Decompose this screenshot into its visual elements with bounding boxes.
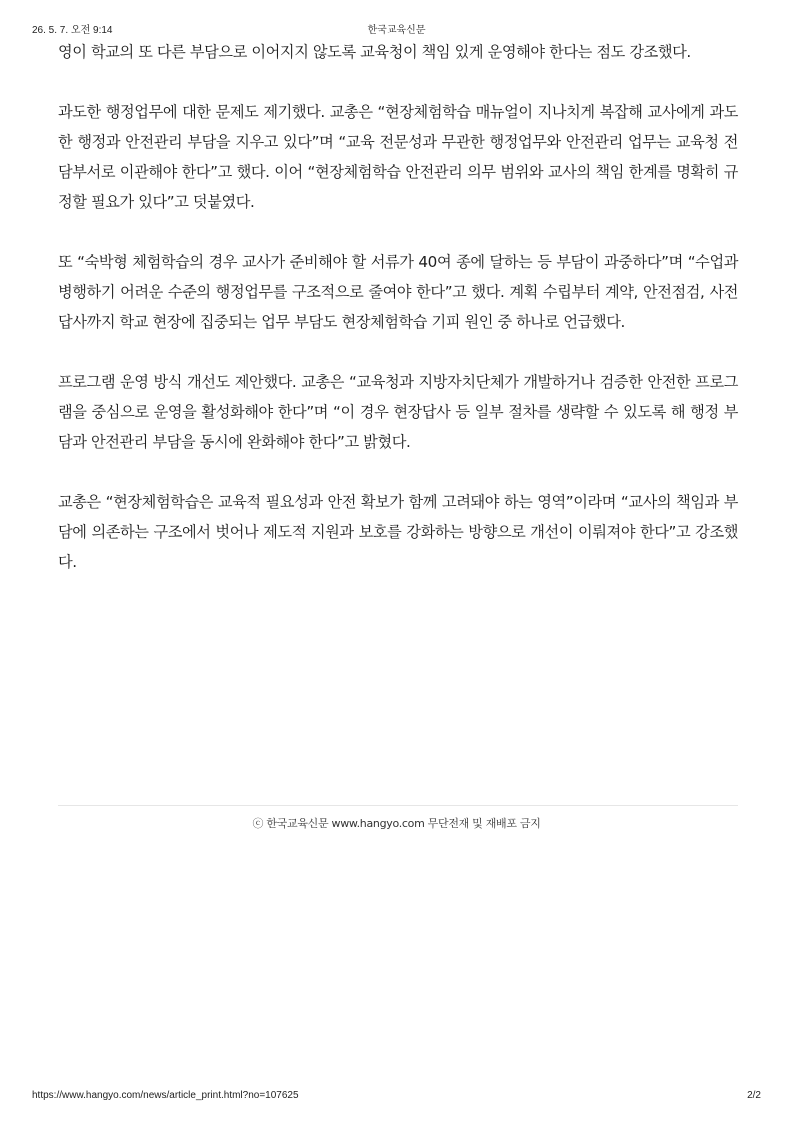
print-site-title: 한국교육신문	[367, 25, 426, 36]
print-url[interactable]: https://www.hangyo.com/news/article_print.html?no=107625	[32, 1090, 299, 1101]
article-paragraph: 과도한 행정업무에 대한 문제도 제기했다. 교총은 “현장체험학습 매뉴얼이 지나치게 복잡해 교사에게 과도한 행정과 안전관리 부담을 지우고 있다”며 “교육 전문성과 무관한 행정업무와 안전관리 업무는 교육청 전담부서로 이관해야 한다”고 했다. 이어 “현장체험학습 안전관리 의무 범위와 교사의 책임 한계를 명확히 규정할 필요가 있다”고 덧붙였다.	[58, 103, 738, 211]
print-footer	[0, 1090, 793, 1104]
print-date: 26. 5. 7. 오전 9:14	[32, 25, 113, 36]
article-paragraph: 프로그램 운영 방식 개선도 제안했다. 교총은 “교육청과 지방자치단체가 개발하거나 검증한 안전한 프로그램을 중심으로 운영을 활성화해야 한다”며 “이 경우 현장답사 등 일부 절차를 생략할 수 있도록 해 행정 부담과 안전관리 부담을 동시에 완화해야 한다”고 밝혔다.	[58, 373, 738, 451]
print-header	[0, 21, 793, 35]
copyright-divider	[58, 805, 738, 806]
copyright-notice: ⓒ 한국교육신문 www.hangyo.com 무단전재 및 재배포 금지	[252, 817, 541, 830]
page-number: 2/2	[747, 1090, 761, 1101]
article-paragraph: 교총은 “현장체험학습은 교육적 필요성과 안전 확보가 함께 고려돼야 하는 영역”이라며 “교사의 책임과 부담에 의존하는 구조에서 벗어나 제도적 지원과 보호를 강화하는 방향으로 개선이 이뤄져야 한다”고 강조했다.	[58, 493, 738, 571]
article-paragraph: 영이 학교의 또 다른 부담으로 이어지지 않도록 교육청이 책임 있게 운영해야 한다는 점도 강조했다.	[58, 43, 691, 61]
article-paragraph: 또 “숙박형 체험학습의 경우 교사가 준비해야 할 서류가 40여 종에 달하는 등 부담이 과중하다”며 “수업과 병행하기 어려운 수준의 행정업무를 구조적으로 줄여야 한다”고 했다. 계획 수립부터 계약, 안전점검, 사전답사까지 학교 현장에 집중되는 업무 부담도 현장체험학습 기피 원인 중 하나로 언급했다.	[58, 253, 738, 331]
article-body	[58, 37, 738, 607]
